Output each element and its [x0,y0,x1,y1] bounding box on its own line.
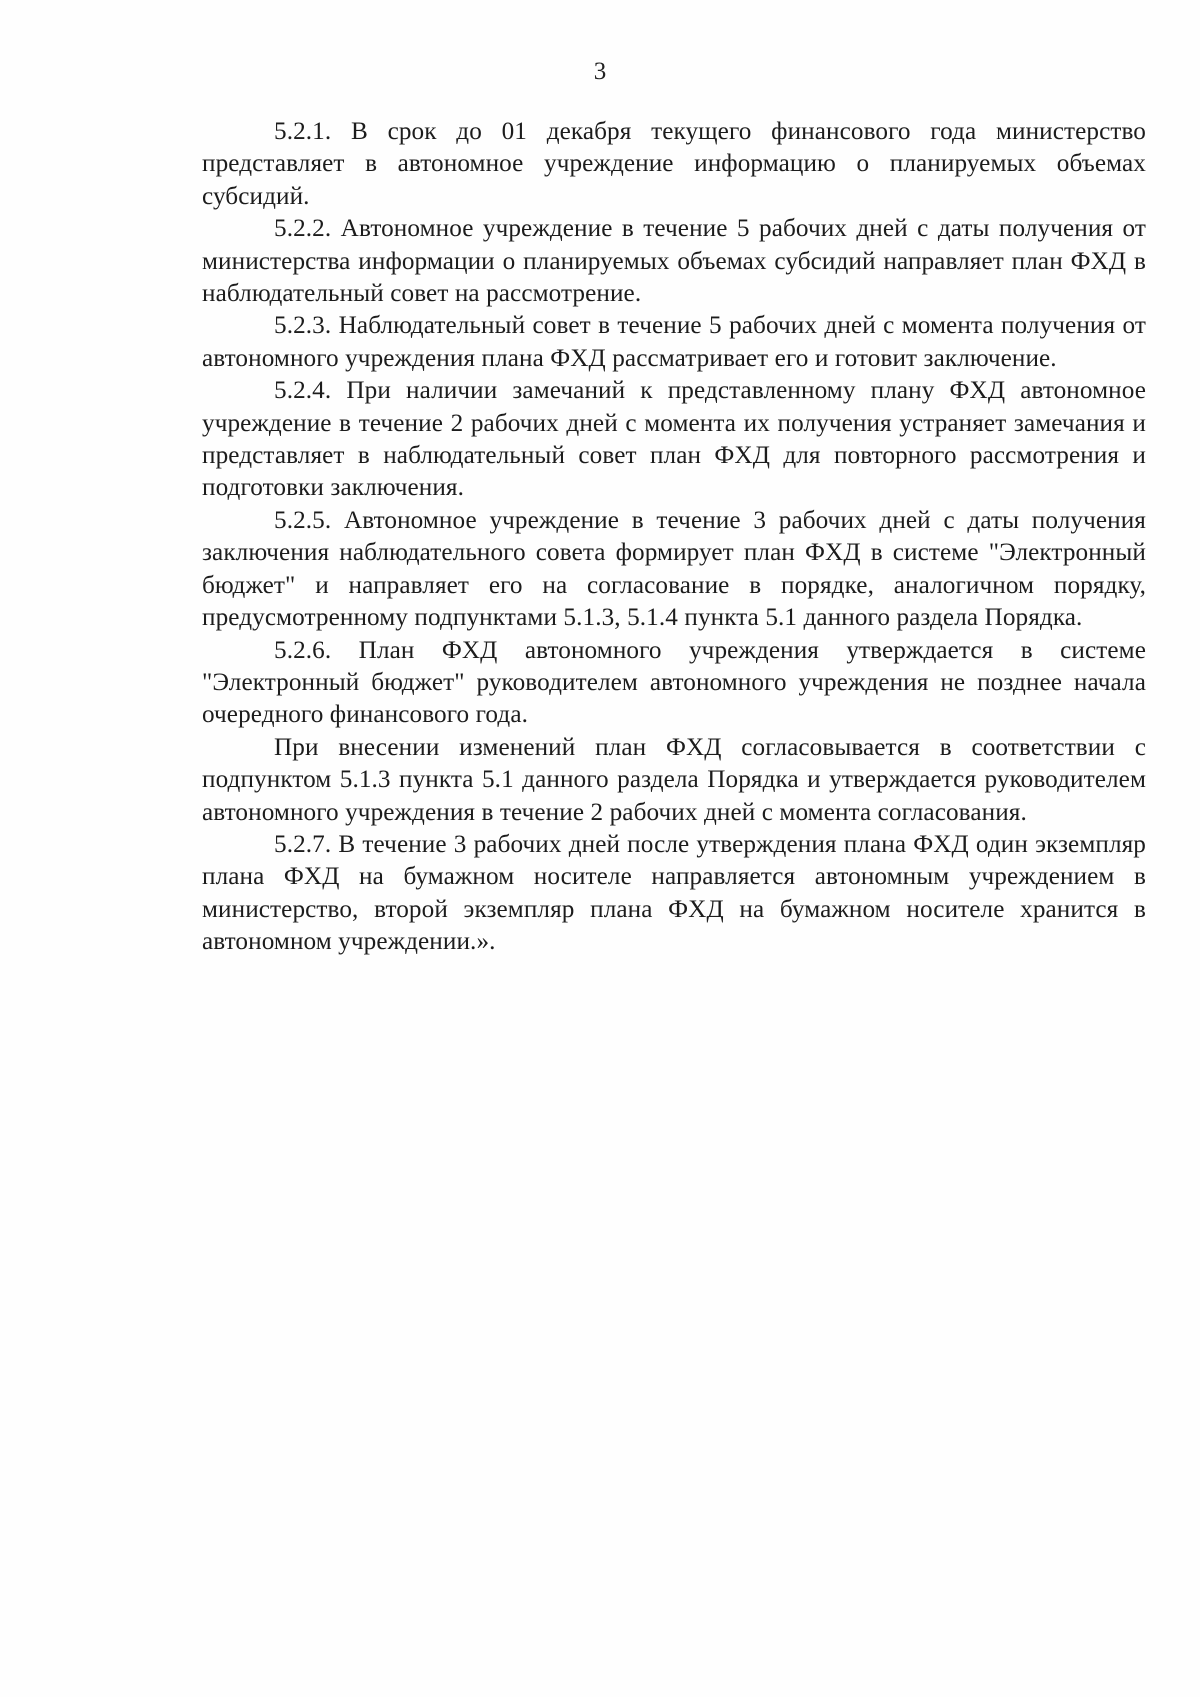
paragraph-5-2-6: 5.2.6. План ФХД автономного учреждения утверждается в системе "Электронный бюджет" руководителем автономного учреждения не позднее начала очередного финансового года. [202,636,1146,729]
paragraph-5-2-4: 5.2.4. При наличии замечаний к представленному плану ФХД автономное учреждение в течение 2 рабочих дней с момента их получения устраняет замечания и представляет в наблюдательный совет план ФХД для повторного рассмотрения и подготовки заключения. [202,377,1146,502]
page-number: 3 [593,58,607,85]
paragraph-5-2-1: 5.2.1. В срок до 01 декабря текущего финансового года министерство представляет в автономное учреждение информацию о планируемых объемах субсидий. [202,118,1146,210]
paragraph-5-2-2: 5.2.2. Автономное учреждение в течение 5 рабочих дней с даты получения от министерства информации о планируемых объемах субсидий направляет план ФХД в наблюдательный совет на рассмотрение. [202,215,1146,308]
paragraph-amendments: При внесении изменений план ФХД согласовывается в соответствии с подпунктом 5.1.3 пункта 5.1 данного раздела Порядка и утверждается руководителем автономного учреждения в течение 2 рабочих дней с момента согласования. [202,733,1146,826]
paragraph-5-2-5: 5.2.5. Автономное учреждение в течение 3 рабочих дней с даты получения заключения наблюдательного совета формирует план ФХД в системе "Электронный бюджет" и направляет его на согласование в порядке, аналогичном порядку, предусмотренному подпунктами 5.1.3, 5.1.4 пункта 5.1 данного раздела Порядка. [202,506,1146,632]
paragraph-5-2-7: 5.2.7. В течение 3 рабочих дней после утверждения плана ФХД один экземпляр плана ФХД на бумажном носителе направляется автономным учреждением в министерство, второй экземпляр плана ФХД на бумажном носителе хранится в автономном учреждении.». [202,830,1146,956]
document-body [202,116,1146,959]
paragraph-5-2-3: 5.2.3. Наблюдательный совет в течение 5 рабочих дней с момента получения от автономного учреждения плана ФХД рассматривает его и готовит заключение. [202,312,1146,372]
